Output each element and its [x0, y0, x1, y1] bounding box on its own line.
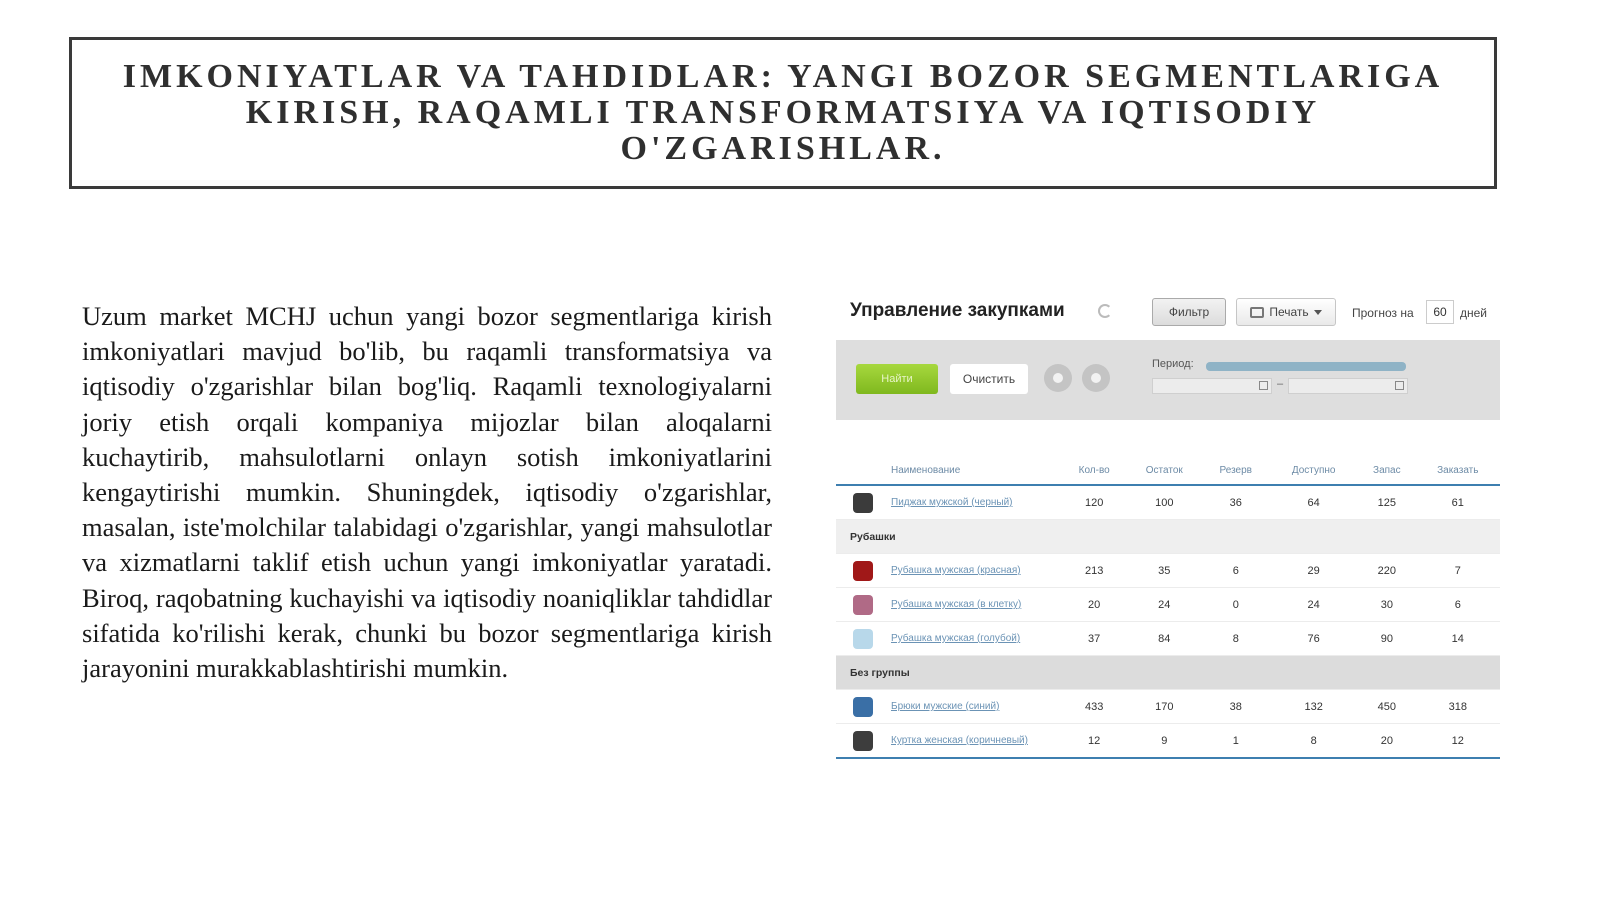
table-cell: 318 — [1416, 690, 1500, 724]
calendar-icon[interactable] — [1395, 381, 1404, 390]
table-cell: 30 — [1358, 588, 1416, 622]
table-row[interactable] — [836, 724, 1500, 759]
settings-button[interactable] — [1082, 364, 1110, 392]
thumb-cell — [836, 622, 890, 656]
forecast-days-input[interactable]: 60 — [1426, 300, 1454, 324]
calendar-icon[interactable] — [1259, 381, 1268, 390]
table-cell: 61 — [1416, 485, 1500, 520]
table-cell: 8 — [1269, 724, 1358, 759]
forecast-label: Прогноз на — [1352, 306, 1414, 320]
product-link[interactable]: Куртка женская (коричневый) — [890, 724, 1062, 759]
thumb-cell — [836, 554, 890, 588]
group-row — [836, 656, 1500, 690]
print-label: Печать — [1269, 305, 1309, 319]
table-cell: 120 — [1062, 485, 1126, 520]
table-cell: 100 — [1126, 485, 1202, 520]
table-cell: 8 — [1202, 622, 1269, 656]
table-cell: 37 — [1062, 622, 1126, 656]
group-row — [836, 520, 1500, 554]
column-header[interactable]: Запас — [1358, 456, 1416, 485]
column-header[interactable]: Кол-во — [1062, 456, 1126, 485]
table-cell: 125 — [1358, 485, 1416, 520]
date-from-field[interactable] — [1152, 378, 1272, 394]
product-link[interactable]: Рубашка мужская (красная) — [890, 554, 1062, 588]
product-thumbnail — [853, 731, 873, 751]
thumb-cell — [836, 588, 890, 622]
refresh-icon[interactable] — [1098, 304, 1112, 318]
table-cell: 14 — [1416, 622, 1500, 656]
table-cell: 170 — [1126, 690, 1202, 724]
column-header[interactable]: Наименование — [890, 456, 1062, 485]
thumb-cell — [836, 690, 890, 724]
table-cell: 38 — [1202, 690, 1269, 724]
table-cell: 20 — [1062, 588, 1126, 622]
clear-button[interactable]: Очистить — [950, 364, 1028, 394]
table-row[interactable] — [836, 554, 1500, 588]
table-cell: 7 — [1416, 554, 1500, 588]
purchase-management-screenshot — [830, 290, 1510, 760]
product-link[interactable]: Рубашка мужская (в клетку) — [890, 588, 1062, 622]
product-link[interactable]: Пиджак мужской (черный) — [890, 485, 1062, 520]
title-box — [69, 37, 1497, 189]
table-cell: 450 — [1358, 690, 1416, 724]
group-label: Рубашки — [836, 520, 1500, 554]
table-cell: 35 — [1126, 554, 1202, 588]
table-row[interactable] — [836, 690, 1500, 724]
table-cell: 36 — [1202, 485, 1269, 520]
table-cell: 220 — [1358, 554, 1416, 588]
filter-button[interactable]: Фильтр — [1152, 298, 1226, 326]
printer-icon — [1250, 307, 1264, 318]
table-cell: 1 — [1202, 724, 1269, 759]
table-body — [836, 485, 1500, 758]
table-row[interactable] — [836, 485, 1500, 520]
thumb-cell — [836, 724, 890, 759]
table-cell: 433 — [1062, 690, 1126, 724]
table-row[interactable] — [836, 588, 1500, 622]
date-to-field[interactable] — [1288, 378, 1408, 394]
table-cell: 132 — [1269, 690, 1358, 724]
column-header[interactable]: Остаток — [1126, 456, 1202, 485]
find-button[interactable]: Найти — [856, 364, 938, 394]
product-thumbnail — [853, 493, 873, 513]
table-header-row — [836, 456, 1500, 485]
purchase-table — [836, 456, 1500, 759]
save-icon — [1053, 373, 1063, 383]
product-thumbnail — [853, 697, 873, 717]
table-cell: 29 — [1269, 554, 1358, 588]
column-header[interactable]: Доступно — [1269, 456, 1358, 485]
table-cell: 20 — [1358, 724, 1416, 759]
column-header[interactable]: Заказать — [1416, 456, 1500, 485]
date-range-dash: – — [1277, 378, 1284, 390]
filter-bar — [836, 340, 1500, 420]
table-row[interactable] — [836, 622, 1500, 656]
table-cell: 64 — [1269, 485, 1358, 520]
forecast-unit: дней — [1460, 306, 1488, 320]
table-cell: 90 — [1358, 622, 1416, 656]
table-cell: 6 — [1416, 588, 1500, 622]
save-filter-button[interactable] — [1044, 364, 1072, 392]
chevron-down-icon — [1314, 310, 1322, 315]
product-link[interactable]: Рубашка мужская (голубой) — [890, 622, 1062, 656]
thumb-column-header — [836, 456, 890, 485]
table-cell: 213 — [1062, 554, 1126, 588]
slide-title: IMKONIYATLAR VA TAHDIDLAR: YANGI BOZOR SEGMENTLARIGA KIRISH, RAQAMLI TRANSFORMATSIYA VA IQTISODIY O'ZGARISHLAR. — [122, 58, 1444, 167]
table-cell: 76 — [1269, 622, 1358, 656]
table-cell: 12 — [1416, 724, 1500, 759]
table-cell: 9 — [1126, 724, 1202, 759]
table-cell: 6 — [1202, 554, 1269, 588]
product-thumbnail — [853, 561, 873, 581]
panel-title: Управление закупками — [850, 300, 1065, 321]
column-header[interactable]: Резерв — [1202, 456, 1269, 485]
table-cell: 84 — [1126, 622, 1202, 656]
period-label: Период: — [1152, 358, 1194, 370]
table-cell: 0 — [1202, 588, 1269, 622]
thumb-cell — [836, 485, 890, 520]
table-cell: 24 — [1126, 588, 1202, 622]
slide-body-text: Uzum market MCHJ uchun yangi bozor segmentlariga kirish imkoniyatlari mavjud bo'lib, bu raqamli transformatsiya va iqtisodiy o'zgarishlar bilan bog'liq. Raqamli texnologiyalarni joriy etish orqali kompaniya mijozlar bilan aloqalarni kuchaytirib, mahsulotlarni onlayn sotish imkoniyatlarini kengaytirishi mumkin. Shuningdek, iqtisodiy o'zgarishlar, masalan, iste'molchilar talabidagi o'zgarishlar, yangi mahsulotlar va xizmatlarni taklif etish uchun yangi imkoniyatlar yaratadi. Biroq, raqobatning kuchayishi va iqtisodiy noaniqliklar tahdidlar sifatida ko'rilishi kerak, chunki bu bozor segmentlariga kirish jarayonini murakkablashtirishi mumkin. — [82, 301, 772, 684]
product-thumbnail — [853, 629, 873, 649]
table-cell: 12 — [1062, 724, 1126, 759]
product-thumbnail — [853, 595, 873, 615]
period-slider[interactable] — [1206, 362, 1406, 371]
print-button[interactable] — [1236, 298, 1336, 326]
table-cell: 24 — [1269, 588, 1358, 622]
group-label: Без группы — [836, 656, 1500, 690]
product-link[interactable]: Брюки мужские (синий) — [890, 690, 1062, 724]
gear-icon — [1091, 373, 1101, 383]
